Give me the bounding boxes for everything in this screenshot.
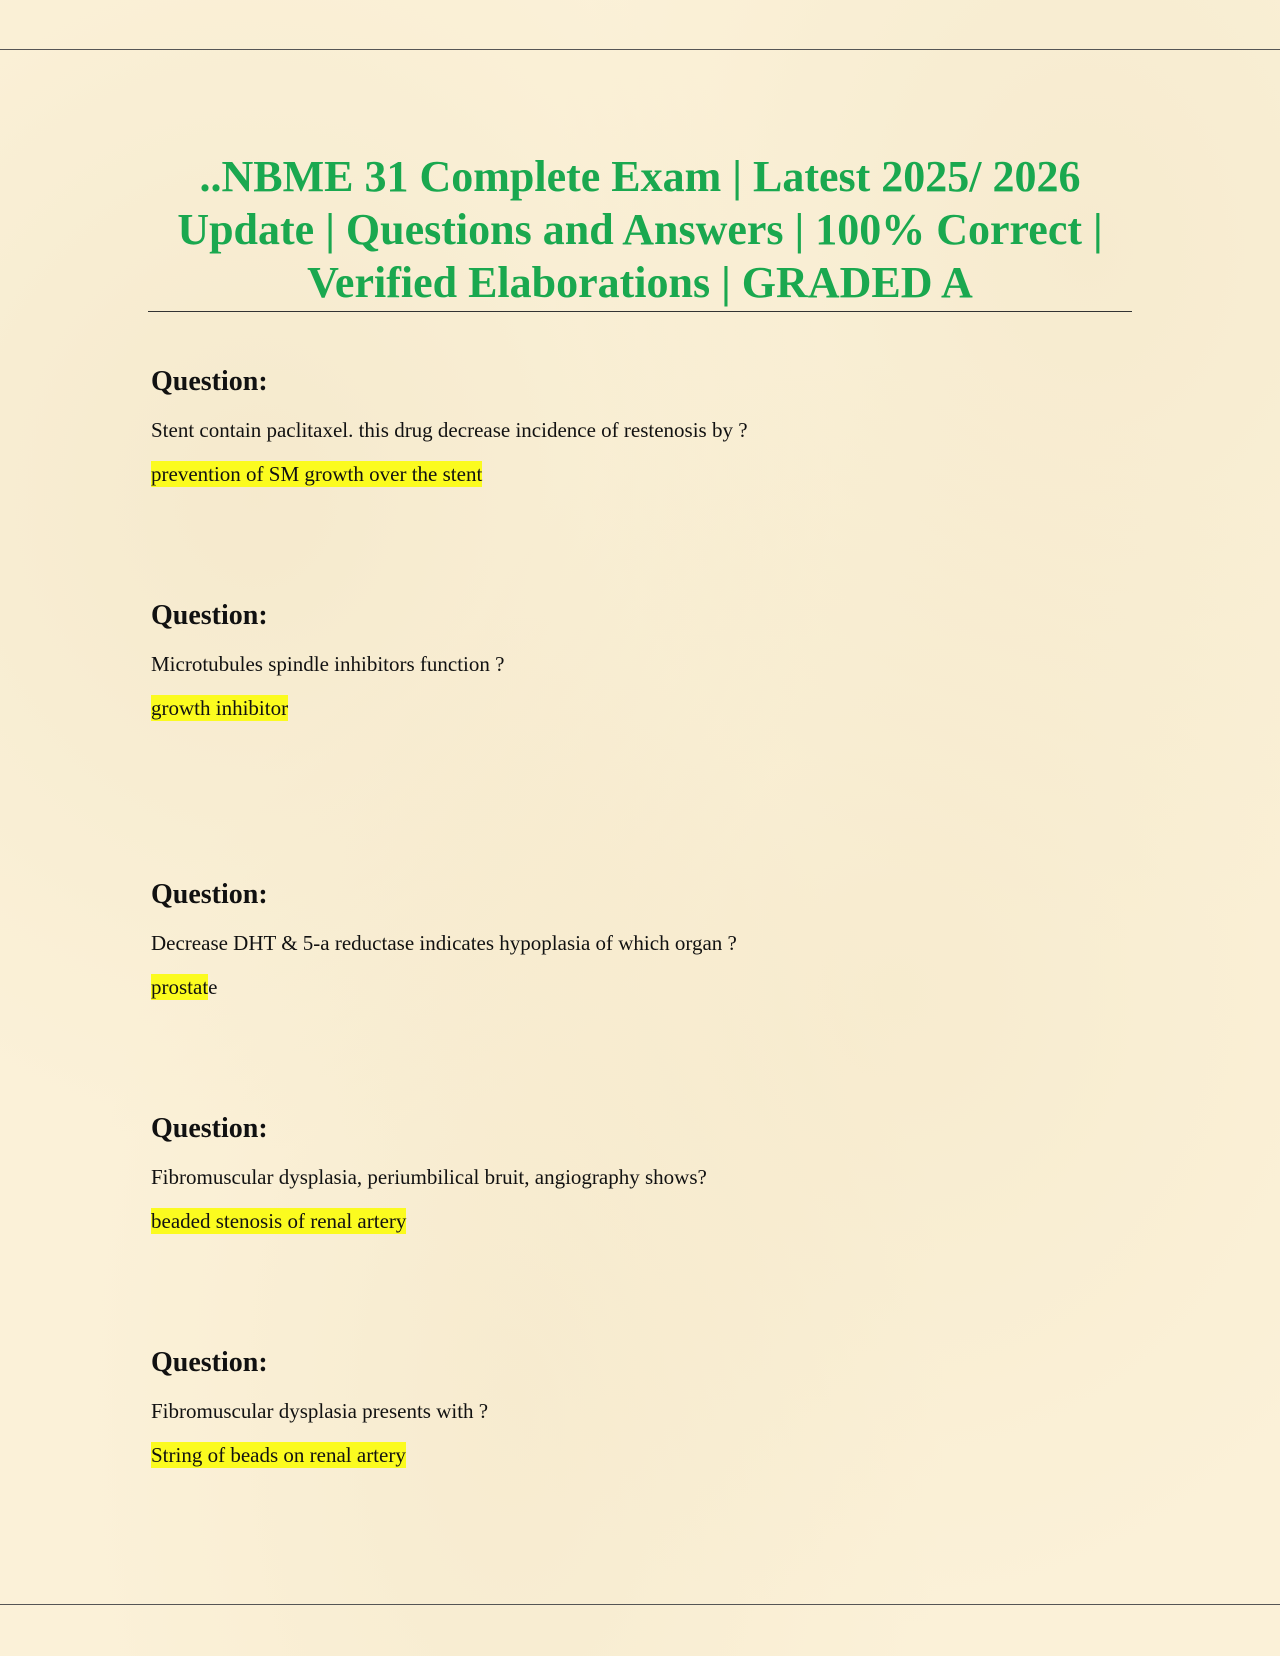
document-title: ..NBME 31 Complete Exam | Latest 2025/ 2026 Update | Questions and Answers | 100% Correct | Verified Elaborations | GRADED A — [177, 152, 1103, 307]
question-text: Decrease DHT & 5-a reductase indicates hypoplasia of which organ ? — [151, 931, 737, 955]
qa-item-2 — [151, 599, 1151, 721]
question-label: Question: — [151, 1113, 268, 1144]
qa-item-4 — [151, 1112, 1151, 1234]
answer — [151, 1442, 1151, 1468]
answer-highlight: growth inhibitor — [151, 696, 289, 720]
qa-item-3 — [151, 878, 1151, 1000]
answer — [151, 695, 1151, 721]
answer-highlight: beaded stenosis of renal artery — [151, 1209, 407, 1233]
question-text: Microtubules spindle inhibitors function ? — [151, 652, 505, 676]
question-text: Fibromuscular dysplasia presents with ? — [151, 1399, 489, 1423]
question-text: Fibromuscular dysplasia, periumbilical bruit, angiography shows? — [151, 1165, 707, 1189]
answer — [151, 1208, 1151, 1234]
answer-rest: e — [208, 975, 218, 999]
title-underline — [148, 311, 1132, 312]
answer-highlight: prostat — [151, 975, 209, 999]
answer — [151, 974, 1151, 1000]
answer — [151, 461, 1151, 487]
question-label: Question: — [151, 366, 268, 397]
bottom-rule — [0, 1604, 1280, 1605]
top-rule — [0, 49, 1280, 50]
qa-item-1 — [151, 365, 1151, 487]
question-label: Question: — [151, 1347, 268, 1378]
answer-highlight: prevention of SM growth over the stent — [151, 462, 483, 486]
answer-highlight: String of beads on renal artery — [151, 1443, 406, 1467]
question-label: Question: — [151, 879, 268, 910]
question-label: Question: — [151, 600, 268, 631]
question-text: Stent contain paclitaxel. this drug decrease incidence of restenosis by ? — [151, 418, 748, 442]
qa-item-5 — [151, 1346, 1151, 1468]
